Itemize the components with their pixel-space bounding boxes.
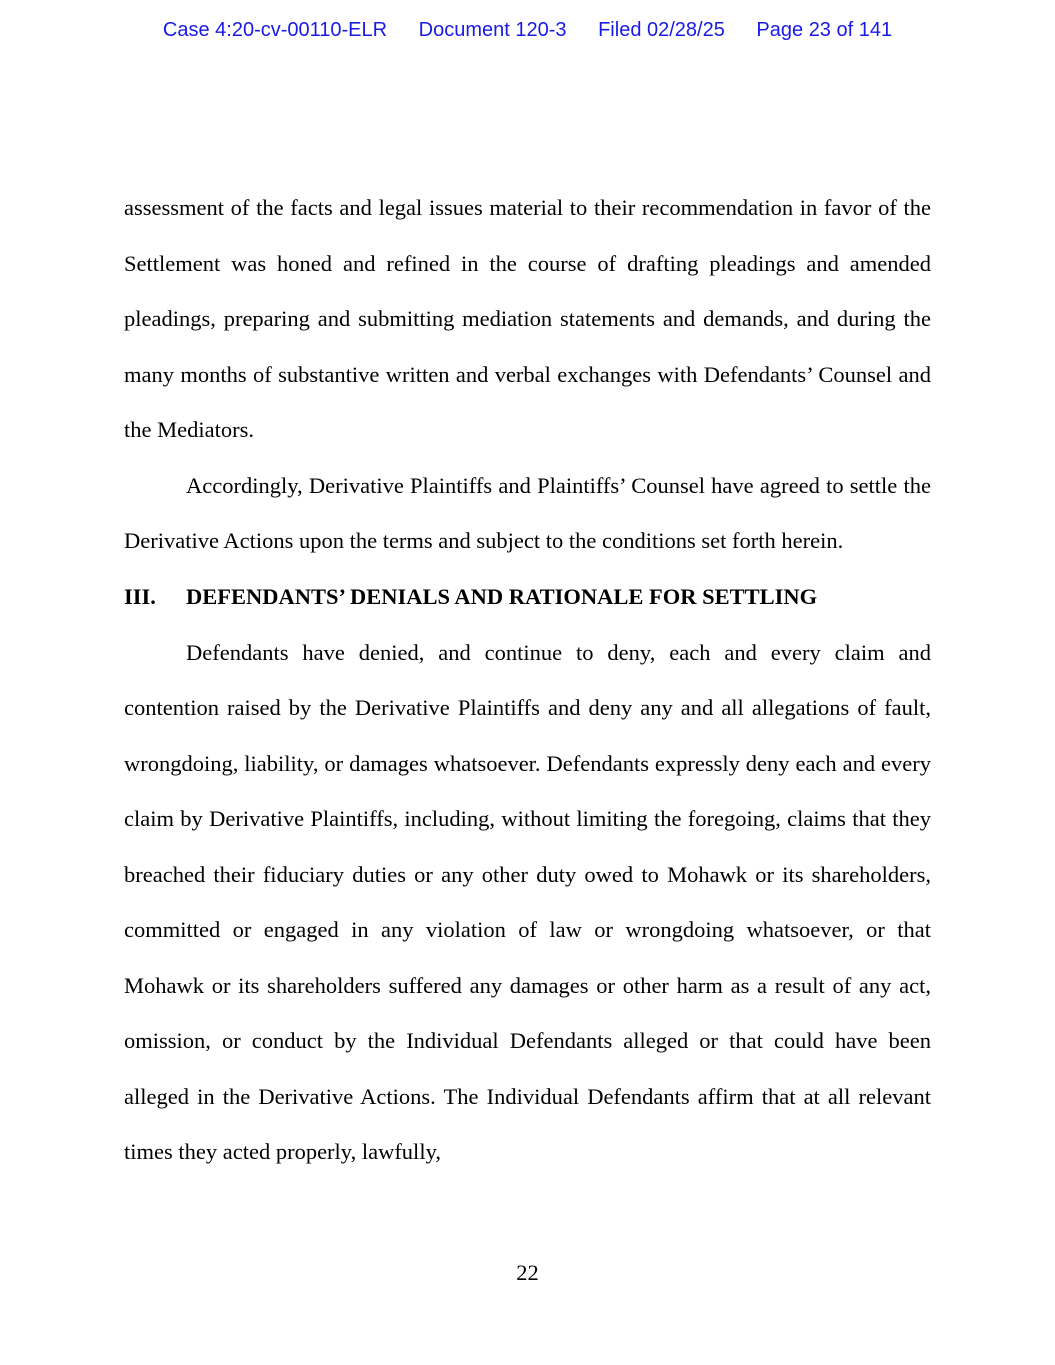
paragraph-accordingly: Accordingly, Derivative Plaintiffs and Plaintiffs’ Counsel have agreed to settle the Derivative Actions upon the terms and subject to the conditions set forth herein. <box>124 472 931 553</box>
filing-header <box>0 19 1055 42</box>
case-number: Case 4:20-cv-00110-ELR <box>162 19 388 41</box>
document-number: Document 120-3 <box>418 19 567 41</box>
section-heading <box>124 577 931 617</box>
document-body <box>124 180 931 1180</box>
paragraph-denials: Defendants have denied, and continue to deny, each and every claim and contention raised by the Derivative Plaintiffs and deny any and all allegations of fault, wrongdoing, liability, or damages whatsoever. Defendants expressly deny each and every claim by Derivative Plaintiffs, including, without limiting the foregoing, claims that they breached their fiduciary duties or any other duty owed to Mohawk or its shareholders, committed or engaged in any violation of law or wrongdoing whatsoever, or that Mohawk or its shareholders suffered any damages or other harm as a result of any act, omission, or conduct by the Individual Defendants alleged or that could have been alleged in the Derivative Actions. The Individual Defendants affirm that at all relevant times they acted properly, lawfully, <box>124 639 931 1164</box>
page-count: Page 23 of 141 <box>756 19 893 41</box>
section-number: III. <box>124 583 156 609</box>
page-number: 22 <box>516 1260 539 1285</box>
paragraph-assessment: assessment of the facts and legal issues material to their recommendation in favor of the Settlement was honed and refined in the course of drafting pleadings and amended pleadings, preparing and submitting mediation statements and demands, and during the many months of substantive written and verbal exchanges with Defendants’ Counsel and the Mediators. <box>124 195 931 442</box>
section-title: DEFENDANTS’ DENIALS AND RATIONALE FOR SETTLING <box>186 583 818 609</box>
filed-date: Filed 02/28/25 <box>598 19 725 41</box>
